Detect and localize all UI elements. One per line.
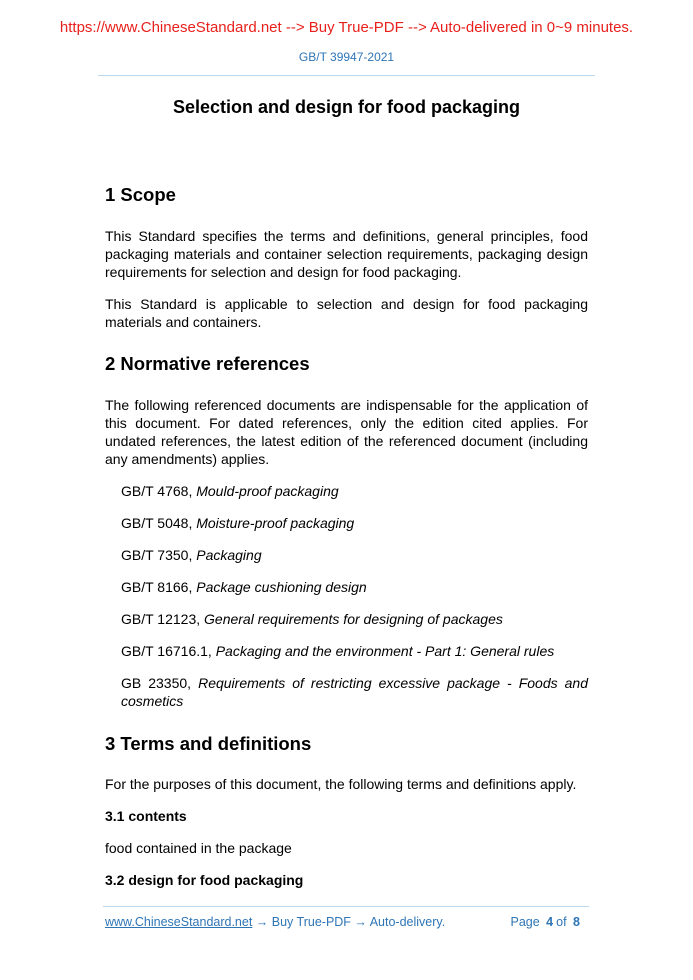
term-heading: 3.1 contents: [105, 808, 187, 824]
reference-item: GB/T 16716.1, Packaging and the environment - Part 1: General rules: [121, 643, 555, 659]
reference-item: GB/T 4768, Mould-proof packaging: [121, 483, 339, 499]
paragraph: This Standard specifies the terms and definitions, general principles, food packaging materials and container selection requirements, packaging design requirements for selection and design for food packaging.: [105, 228, 588, 280]
paragraph: This Standard is applicable to selection and design for food packaging materials and containers.: [105, 296, 588, 330]
standard-number: GB/T 39947-2021: [298, 50, 395, 64]
reference-item: GB/T 12123, General requirements for designing of packages: [121, 611, 503, 627]
document-title: Selection and design for food packaging: [172, 97, 521, 117]
term-heading: 3.2 design for food packaging: [105, 872, 304, 888]
header-divider: [98, 75, 595, 76]
footer-divider: [103, 906, 589, 907]
section-heading-normative: 2 Normative references: [105, 353, 310, 374]
reference-item: GB/T 5048, Moisture-proof packaging: [121, 515, 355, 531]
term-definition: food contained in the package: [105, 840, 292, 856]
reference-item: GB/T 7350, Packaging: [121, 547, 262, 563]
reference-item: GB/T 8166, Package cushioning design: [121, 579, 367, 595]
footer-text: → Buy True-PDF → Auto-delivery.: [252, 915, 446, 929]
paragraph: The following referenced documents are indispensable for the application of this document. For dated references, only the edition cited applies. For undated references, the latest edition of the referenced document (including any amendments) applies.: [105, 397, 588, 467]
paragraph: For the purposes of this document, the following terms and definitions apply.: [105, 776, 577, 792]
footer-link[interactable]: www.ChineseStandard.net: [105, 915, 253, 929]
footer: [105, 915, 585, 929]
page-indicator: Page 4 of 8: [510, 915, 580, 929]
section-heading-terms: 3 Terms and definitions: [105, 733, 312, 754]
section-heading-scope: 1 Scope: [105, 184, 176, 205]
promo-banner[interactable]: https://www.ChineseStandard.net --> Buy True-PDF --> Auto-delivered in 0~9 minutes.: [59, 19, 634, 36]
reference-item: GB 23350, Requirements of restricting excessive package - Foods and cosmetics: [121, 675, 588, 709]
